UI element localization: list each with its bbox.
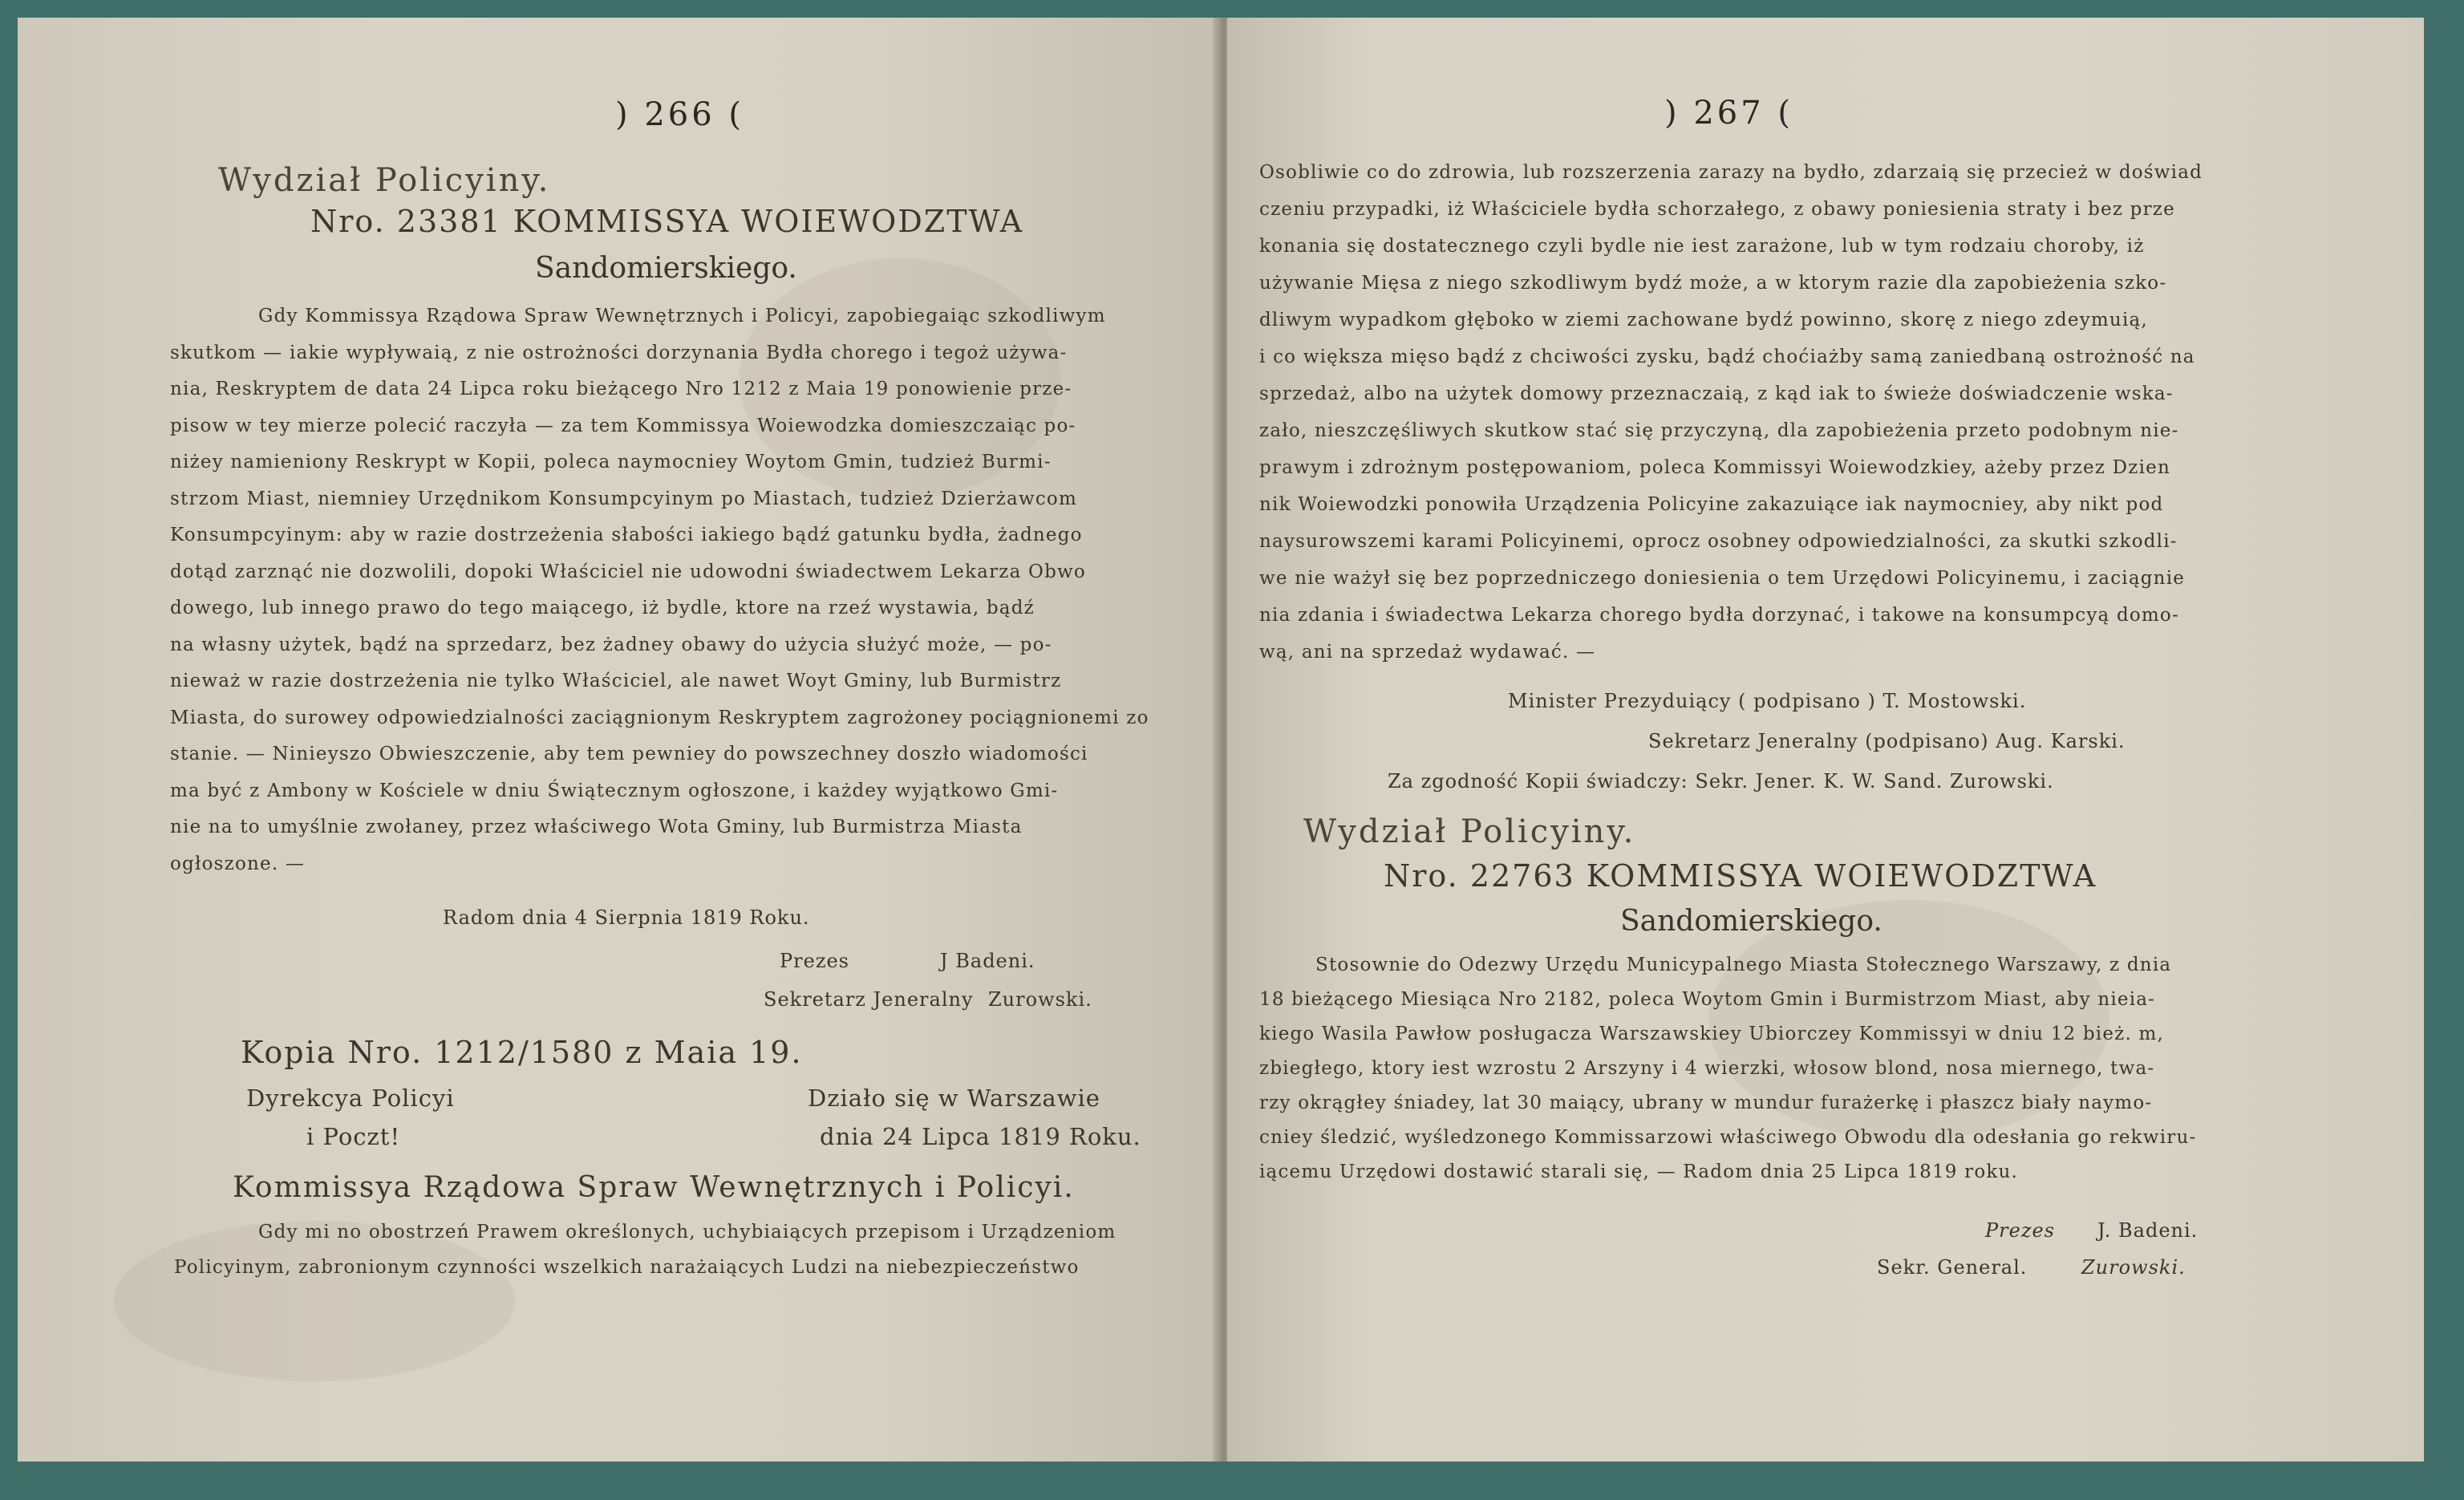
page-number: ) 267 (	[1664, 95, 1793, 132]
text-line: sprzedaż, albo na użytek domowy przeznaczaią, z kąd iak to świeże doświadczenie wska-	[1259, 383, 2174, 404]
text-line: rzy okrągłey śniadey, lat 30 maiący, ubrany w mundur furażerkę i płaszcz biały naymo-	[1259, 1093, 2153, 1113]
text-line: prawym i zdrożnym postępowaniom, poleca Kommissyi Woiewodzkiey, ażeby przez Dzien	[1259, 457, 2170, 478]
text-line: Stosownie do Odezwy Urzędu Municypalnego Miasta Stołecznego Warszawy, z dnia	[1315, 955, 2172, 975]
signature-name: J. Badeni.	[2097, 1219, 2199, 1242]
text-line: na własny użytek, bądź na sprzedarz, bez żadney obawy do użycia służyć może, — po-	[170, 634, 1052, 655]
text-line: Policyinym, zabronionym czynności wszelkich narażaiących Ludzi na niebezpieczeństwo	[174, 1257, 1080, 1278]
text-line: dowego, lub innego prawo do tego maiącego, iż bydle, ktore na rzeź wystawia, bądź	[170, 598, 1035, 618]
text-line: nie na to umyślnie zwołaney, przez właściwego Wota Gminy, lub Burmistrza Miasta	[170, 817, 1023, 837]
text-line: Gdy mi no obostrzeń Prawem określonych, uchybiaiących przepisom i Urządzeniom	[258, 1222, 1116, 1243]
signature-role: Prezes	[780, 950, 849, 972]
left-page	[18, 18, 1221, 1461]
text-line: 18 bieżącego Miesiąca Nro 2182, poleca Woytom Gmin i Burmistrzom Miast, aby nieia-	[1259, 989, 2156, 1010]
signature-role: Prezes	[1985, 1219, 2055, 1242]
text-line: używanie Mięsa z niego szkodliwym bydź może, a w ktorym razie dla zapobieżenia szko-	[1259, 273, 2167, 294]
text-line: stanie. — Ninieyszo Obwieszczenie, aby tem pewniey do powszechney doszło wiadomości	[170, 744, 1088, 764]
body-text	[1259, 154, 2414, 671]
text-line: nia zdania i świadectwa Lekarza chorego bydła dorzynać, i takowe na konsumpcyą domo-	[1259, 605, 2179, 626]
page-number: ) 266 (	[615, 96, 744, 133]
copy-issuer: Dyrekcya Policyi	[246, 1084, 455, 1112]
text-line: dliwym wypadkom głęboko w ziemi zachowane bydź powinno, skorę z niego zdeymuią,	[1259, 310, 2148, 330]
signature-secretary: Sekretarz Jeneralny (podpisano) Aug. Karski.	[1648, 730, 2126, 752]
text-line: dotąd zarznąć nie dozwolili, dopoki Właściciel nie udowodni świadectwem Lekarza Obwo	[170, 561, 1086, 582]
section-title: Wydział Policyiny.	[218, 162, 551, 199]
heading: Nro. 23381 KOMMISSYA WOIEWODZTWA	[310, 204, 1024, 239]
heading: Nro. 22763 KOMMISSYA WOIEWODZTWA	[1384, 858, 2097, 894]
text-line: skutkom — iakie wypływaią, z nie ostrożności dorzynania Bydła chorego i tegoż używa-	[170, 342, 1068, 363]
text-line: pisow w tey mierze polecić raczyła — za tem Kommissya Woiewodzka domieszczaiąc po-	[170, 415, 1076, 436]
copy-place: Działo się w Warszawie	[808, 1084, 1100, 1112]
conformity-note: Za zgodność Kopii świadczy: Sekr. Jener. K. W. Sand. Zurowski.	[1388, 770, 2054, 793]
text-line: iącemu Urzędowi dostawić starali się, — Radom dnia 25 Lipca 1819 roku.	[1259, 1161, 2019, 1182]
copy-issuer: i Poczt!	[306, 1123, 401, 1150]
text-line: zbiegłego, ktory iest wzrostu 2 Arszyny i 4 wierzki, włosow blond, nosa miernego, twa-	[1259, 1058, 2155, 1079]
text-line: ogłoszone. —	[170, 853, 306, 874]
signature-name: J Badeni.	[940, 950, 1035, 972]
text-line: i co większa mięso bądź z chciwości zysku, bądź choćiażby samą zaniedbaną ostrożność na	[1259, 347, 2195, 367]
copy-title: Kopia Nro. 1212/1580 z Maia 19.	[241, 1035, 803, 1070]
right-page	[1227, 18, 2424, 1461]
text-line: Osobliwie co do zdrowia, lub rozszerzenia zarazy na bydło, zdarzaią się przecież w doświad	[1259, 162, 2203, 183]
text-line: Konsumpcyinym: aby w razie dostrzeżenia słabości iakiego bądź gatunku bydła, żadnego	[170, 525, 1083, 545]
subheading: Sandomierskiego.	[535, 252, 797, 285]
text-line: zało, nieszczęśliwych skutkow stać się przyczyną, dla zapobieżenia przeto podobnym nie-	[1259, 420, 2179, 441]
copy-text	[174, 1214, 1209, 1285]
text-line: nik Woiewodzki ponowiła Urządzenia Policyine zakazuiące iak naymocniey, aby nikt pod	[1259, 494, 2164, 515]
text-line: niżey namieniony Reskrypt w Kopii, poleca naymocniey Woytom Gmin, tudzież Burmi-	[170, 452, 1052, 472]
signature-name: Zurowski.	[2081, 1256, 2186, 1279]
text-line: kiego Wasila Pawłow posługacza Warszawskiey Ubiorczey Kommissyi w dniu 12 bież. m,	[1259, 1024, 2165, 1044]
text-line: nia, Reskryptem de data 24 Lipca roku bieżącego Nro 1212 z Maia 19 ponowienie prze-	[170, 379, 1072, 399]
text-line: cniey śledzić, wyśledzonego Kommissarzowi właściwego Obwodu dla odesłania go rekwiru-	[1259, 1127, 2197, 1148]
signature-name: Zurowski.	[988, 988, 1092, 1011]
text-line: konania się dostatecznego czyli bydle nie iest zarażone, lub w tym rodzaiu choroby, iż	[1259, 236, 2145, 257]
text-line: naysurowszemi karami Policyinemi, oprocz osobney odpowiedzialności, za skutki szkodli-	[1259, 531, 2178, 552]
text-line: strzom Miast, niemniey Urzędnikom Konsumpcyinym po Miastach, tudzież Dzierżawcom	[170, 488, 1077, 509]
text-line: we nie ważył się bez poprzedniczego doniesienia o tem Urzędowi Policyinemu, i zaciągnie	[1259, 568, 2186, 589]
signature-role: Sekretarz Jeneralny	[764, 988, 974, 1011]
text-line: Gdy Kommissya Rządowa Spraw Wewnętrznych i Policyi, zapobiegaiąc szkodliwym	[258, 306, 1106, 326]
subheading: Sandomierskiego.	[1620, 905, 1882, 938]
text-line: czeniu przypadki, iż Właściciele bydła schorzałego, z obawy poniesienia straty i bez prze	[1259, 199, 2175, 220]
date-line: Radom dnia 4 Sierpnia 1819 Roku.	[443, 906, 810, 929]
copy-heading: Kommissya Rządowa Spraw Wewnętrznych i Policyi.	[233, 1171, 1075, 1204]
copy-date: dnia 24 Lipca 1819 Roku.	[820, 1123, 1141, 1150]
book-spread	[18, 18, 2424, 1461]
body-text	[1259, 948, 2414, 1190]
text-line: wą, ani na sprzedaż wydawać. —	[1259, 642, 1596, 663]
text-line: Miasta, do surowey odpowiedzialności zaciągnionym Reskryptem zagrożoney pociągnionemi zo	[170, 707, 1149, 728]
section-title: Wydział Policyiny.	[1303, 813, 1636, 850]
text-line: nieważ w razie dostrzeżenia nie tylko Właściciel, ale nawet Woyt Gminy, lub Burmistrz	[170, 671, 1062, 691]
body-text	[170, 298, 1205, 882]
signature-minister: Minister Prezyduiący ( podpisano ) T. Mostowski.	[1508, 690, 2027, 712]
signature-role: Sekr. General.	[1877, 1256, 2028, 1279]
text-line: ma być z Ambony w Kościele w dniu Świątecznym ogłoszone, i każdey wyjątkowo Gmi-	[170, 780, 1059, 801]
